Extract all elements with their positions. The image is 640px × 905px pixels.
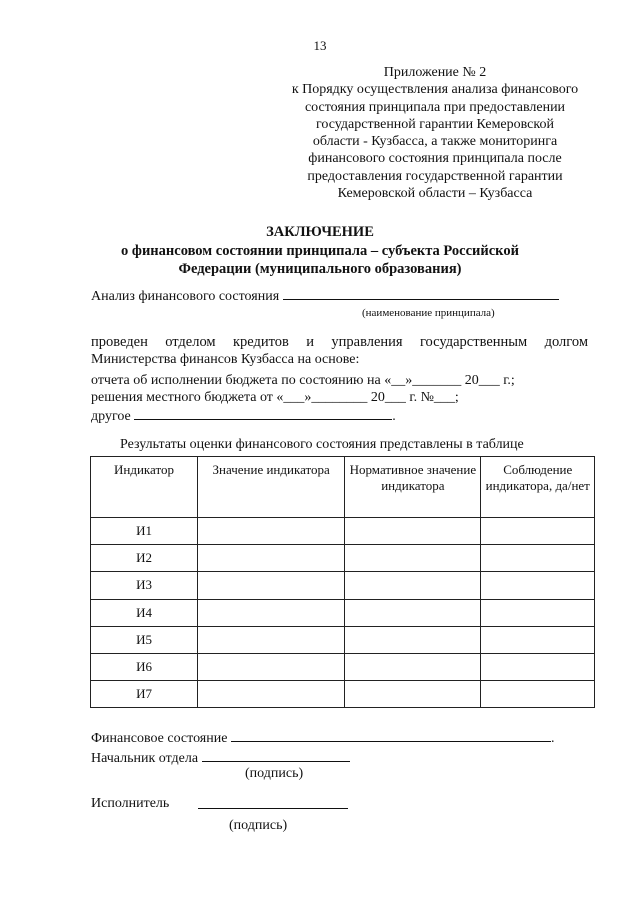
value-cell[interactable] <box>198 681 345 708</box>
head-label: Начальник отдела <box>91 751 199 766</box>
document-title <box>0 223 640 279</box>
executor-label: Исполнитель <box>91 796 170 811</box>
compliance-cell[interactable] <box>481 653 595 680</box>
compliance-cell[interactable] <box>481 599 595 626</box>
indicator-cell: И1 <box>91 518 198 545</box>
header-indicator-value: Значение индикатора <box>198 457 345 518</box>
appendix-line: государственной гарантии Кемеровской <box>316 116 554 132</box>
table-row <box>91 653 595 680</box>
compliance-cell[interactable] <box>481 626 595 653</box>
table-row <box>91 545 595 572</box>
page-number: 13 <box>313 38 327 53</box>
compliance-cell[interactable] <box>481 518 595 545</box>
header-normative-value: Нормативное значение индикатора <box>345 457 481 518</box>
indicator-cell: И2 <box>91 545 198 572</box>
appendix-line: Приложение № 2 <box>383 65 487 80</box>
appendix-line: Кемеровской области – Кузбасса <box>337 186 533 202</box>
appendix-block <box>240 64 630 202</box>
indicator-cell: И5 <box>91 626 198 653</box>
executor-signature-field[interactable] <box>198 796 348 809</box>
head-row <box>91 749 588 767</box>
value-cell[interactable] <box>198 653 345 680</box>
table-row <box>91 599 595 626</box>
compliance-cell[interactable] <box>481 681 595 708</box>
appendix-line: к Порядку осуществления анализа финансового <box>291 82 579 98</box>
normative-cell[interactable] <box>345 681 481 708</box>
normative-cell[interactable] <box>345 599 481 626</box>
table-row <box>91 681 595 708</box>
value-cell[interactable] <box>198 518 345 545</box>
financial-state-label: Финансовое состояние <box>91 731 228 746</box>
normative-cell[interactable] <box>345 626 481 653</box>
value-cell[interactable] <box>198 599 345 626</box>
indicator-cell: И7 <box>91 681 198 708</box>
table-row <box>91 626 595 653</box>
results-table <box>90 456 595 708</box>
analysis-label: Анализ финансового состояния <box>91 289 280 304</box>
title-line-1: о финансовом состоянии принципала – субъекта Российской <box>121 242 519 259</box>
header-compliance: Соблюдение индикатора, да/нет <box>481 457 595 518</box>
table-caption: Результаты оценки финансового состояния представлены в таблице <box>120 437 524 452</box>
normative-cell[interactable] <box>345 518 481 545</box>
financial-state-row: Финансовое состояние . <box>91 731 555 746</box>
other-row: другое . <box>91 409 396 424</box>
value-cell[interactable] <box>198 572 345 599</box>
other-label: другое <box>91 409 131 424</box>
title-line-2: Федерации (муниципального образования) <box>178 261 462 277</box>
header-indicator: Индикатор <box>91 457 198 518</box>
compliance-cell[interactable] <box>481 545 595 572</box>
normative-cell[interactable] <box>345 653 481 680</box>
other-field[interactable] <box>134 407 392 420</box>
financial-state-field[interactable] <box>231 729 551 742</box>
appendix-line: финансового состояния принципала после <box>308 151 562 167</box>
normative-cell[interactable] <box>345 572 481 599</box>
normative-cell[interactable] <box>345 545 481 572</box>
appendix-line: состояния принципала при предоставлении <box>304 99 566 115</box>
table-row <box>91 518 595 545</box>
principal-name-field[interactable] <box>283 287 559 300</box>
appendix-line: предоставления государственной гарантии <box>307 168 563 184</box>
analysis-row <box>91 287 588 305</box>
table-row <box>91 572 595 599</box>
executor-signature-hint: (подпись) <box>229 818 288 833</box>
head-signature-field[interactable] <box>202 749 350 762</box>
indicator-cell: И6 <box>91 653 198 680</box>
head-signature-hint: (подпись) <box>245 766 304 781</box>
report-line[interactable]: отчета об исполнении бюджета по состоянию на «__»_______ 20___ г.; <box>91 373 515 388</box>
table-header-row <box>91 457 595 518</box>
appendix-line: области - Кузбасса, а также мониторинга <box>312 134 558 150</box>
principal-name-hint: (наименование принципала) <box>362 307 495 319</box>
value-cell[interactable] <box>198 545 345 572</box>
value-cell[interactable] <box>198 626 345 653</box>
indicator-cell: И3 <box>91 572 198 599</box>
decision-line[interactable]: решения местного бюджета от «___»________ 20___ г. №___; <box>91 390 459 405</box>
title-heading: ЗАКЛЮЧЕНИЕ <box>266 224 374 240</box>
compliance-cell[interactable] <box>481 572 595 599</box>
conducted-line-2: Министерства финансов Кузбасса на основе: <box>91 352 360 367</box>
indicator-cell: И4 <box>91 599 198 626</box>
conducted-line-1: проведен отделом кредитов и управления государственным долгом <box>91 334 588 350</box>
